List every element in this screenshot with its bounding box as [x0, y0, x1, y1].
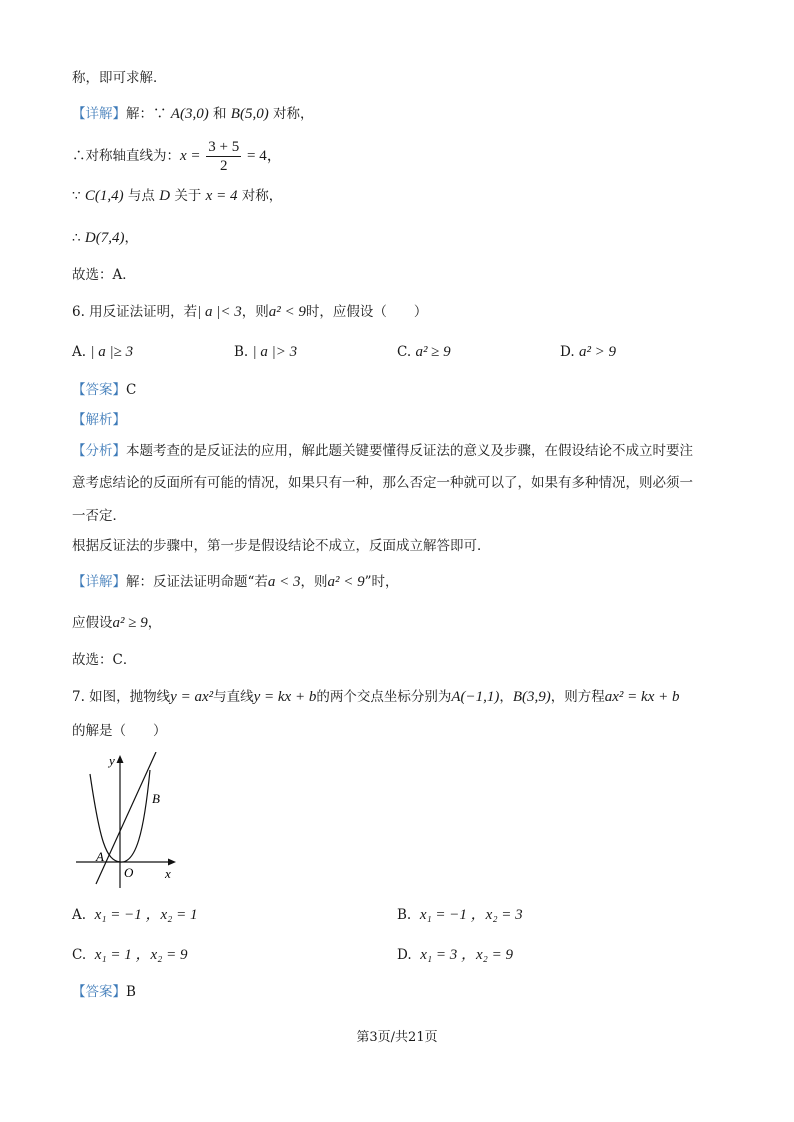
- q6-option-c: C. a² ≥ 9: [397, 344, 451, 360]
- q7-option-a: A. x₁ = −1 ，x₂ = 1: [72, 907, 198, 923]
- q6-fenxi-2: 意考虑结论的反面所有可能的情况，如果只有一种，那么否定一种就可以了，如果有多种情况，则必须一: [72, 475, 693, 491]
- point-d: D(7,4): [84, 230, 125, 246]
- q7-option-b: B. x₁ = −1 ，x₂ = 3: [397, 907, 523, 923]
- q6-option-a: A. | a |≥ 3: [72, 344, 134, 360]
- detail-tag: 【详解】: [72, 106, 126, 122]
- q6-option-d: D. a² > 9: [560, 344, 617, 360]
- q7-answer: 【答案】B: [72, 984, 136, 1000]
- q6-fenxi-1: 【分析】本题考查的是反证法的应用，解此题关键要懂得反证法的意义及步骤，在假设结论不成立时要注: [72, 443, 693, 459]
- fraction: $\frac{3 + 5}{2}$: [208, 139, 240, 174]
- choice-q5: 故选：A．: [72, 267, 136, 283]
- q7-graph: [72, 752, 184, 890]
- detail-q5-line1: 【详解】解：∵ A(3,0) 和 B(5,0) 对称，: [72, 106, 314, 122]
- q6-detail: 【详解】解：反证法证明命题“若a < 3，则a² < 9”时，: [72, 574, 399, 590]
- graph-point-a-label: A: [96, 849, 104, 864]
- q7-option-c: C. x₁ = 1 ，x₂ = 9: [72, 947, 188, 963]
- page-footer: 第3页/共21页: [356, 1030, 438, 1045]
- graph-x-label: x: [165, 866, 171, 881]
- question-6-stem: 6. 用反证法证明，若| a |< 3，则a² < 9时，应假设（ ）: [72, 304, 428, 320]
- point-b: B(5,0): [230, 106, 269, 122]
- q6-fenxi-4: 根据反证法的步骤中，第一步是假设结论不成立，反面成立解答即可．: [72, 538, 491, 554]
- q7-option-d: D. x₁ = 3 ，x₂ = 9: [397, 947, 513, 963]
- choice-q6: 故选：C．: [72, 652, 137, 668]
- point-c: C(1,4): [84, 188, 124, 204]
- intro-line: 称，即可求解．: [72, 70, 167, 86]
- detail-q5-axis: ∴对称轴直线为：x = $\frac{3 + 5}{2}$ = 4，: [72, 139, 282, 174]
- point-a: A(3,0): [170, 106, 209, 122]
- graph-y-label: y: [109, 753, 115, 768]
- y-axis-arrow: [117, 755, 124, 763]
- detail-q5-line3: ∵ C(1,4) 与点 D 关于 x = 4 对称，: [72, 188, 283, 204]
- graph-origin-label: O: [124, 865, 134, 880]
- question-7-stem-2: 的解是（ ）: [72, 723, 167, 739]
- question-7-stem: 7. 如图，抛物线y = ax²与直线y = kx + b的两个交点坐标分别为A(−1,1)，B(3,9)，则方程ax² = kx + b: [72, 689, 680, 705]
- q6-answer: 【答案】C: [72, 382, 137, 398]
- q6-option-b: B. | a |> 3: [234, 344, 298, 360]
- detail-q5-line4: ∴ D(7,4)，: [72, 230, 138, 246]
- graph-point-b-label: B: [152, 791, 160, 806]
- q6-analysis-tag: 【解析】: [72, 412, 126, 428]
- q6-fenxi-3: 一否定．: [72, 508, 126, 524]
- q6-assume: 应假设a² ≥ 9，: [72, 615, 162, 631]
- x-axis-arrow: [168, 859, 176, 866]
